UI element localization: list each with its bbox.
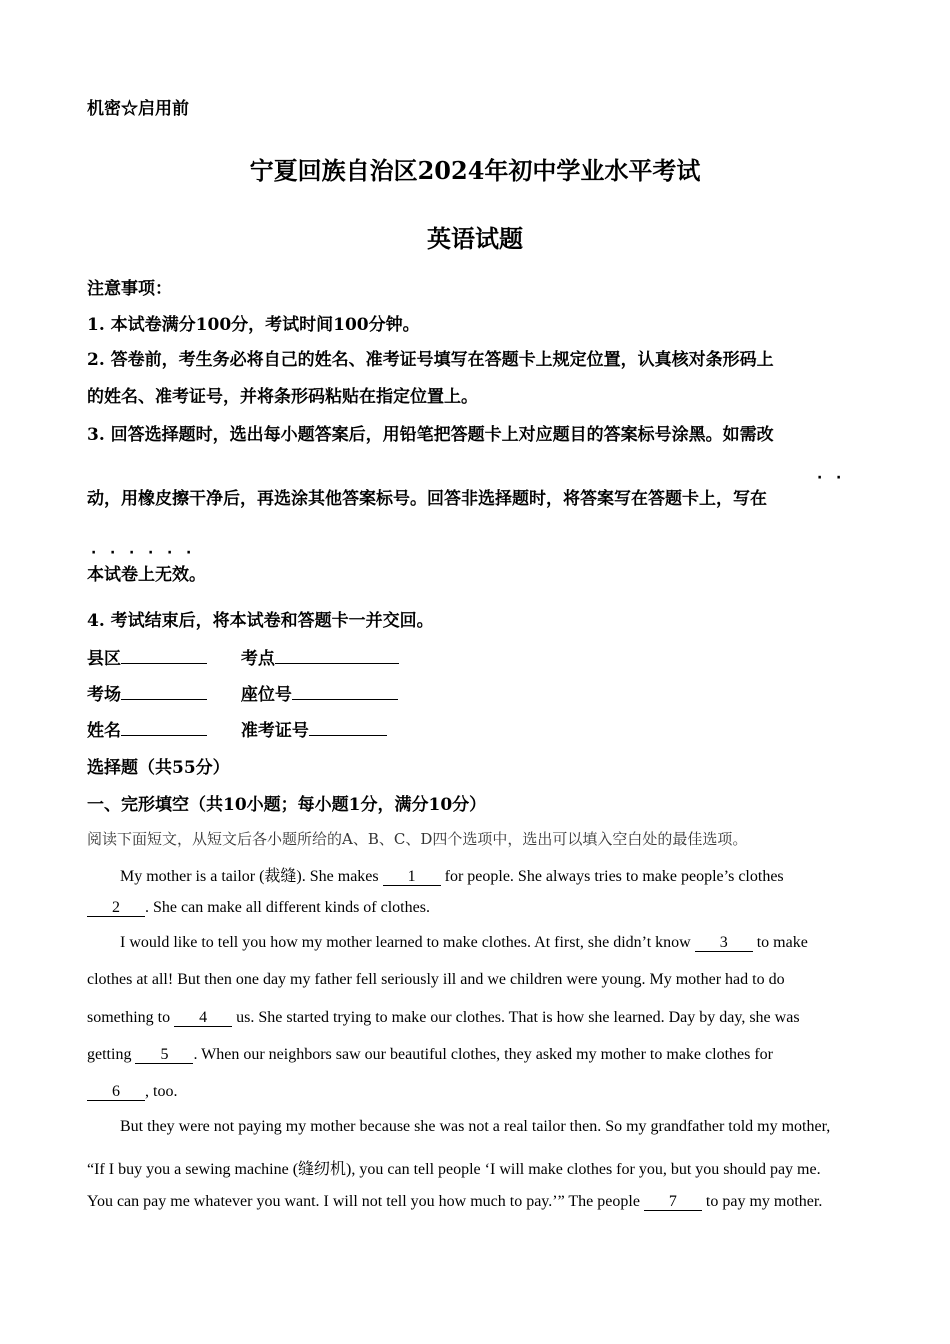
passage-text: us. She started trying to make our clothes. That is how she learned. Day by day, she was xyxy=(232,1009,800,1026)
field-row-3 xyxy=(87,716,387,741)
seat-label: 座位号 xyxy=(240,685,292,705)
name-blank[interactable] xyxy=(121,721,207,736)
passage-line xyxy=(120,934,808,952)
passage-text: to make xyxy=(752,934,808,951)
ticket-blank[interactable] xyxy=(309,721,387,736)
note-2-line-2: 的姓名、准考证号，并将条形码粘贴在指定位置上。 xyxy=(87,387,478,407)
ticket-label: 准考证号 xyxy=(240,721,309,741)
seat-blank[interactable] xyxy=(292,685,398,700)
passage-line: But they were not paying my mother because she was not a real tailor then. So my grandfather told my mother, xyxy=(120,1118,831,1135)
passage-text: I would like to tell you how my mother learned to make clothes. At first, she didn’t know xyxy=(120,934,695,951)
passage-line: “If I buy you a sewing machine (缝纫机), you can tell people ‘I will make clothes for you, but you should pay me. xyxy=(87,1161,821,1178)
note-3-line-1: 3. 回答选择题时，选出每小题答案后，用铅笔把答题卡上对应题目的答案标号涂黑。如需改 xyxy=(87,425,774,445)
passage-line xyxy=(87,1009,800,1027)
passage-text: getting xyxy=(87,1046,136,1063)
site-label: 考点 xyxy=(240,649,275,669)
passage-text: . She can make all different kinds of clothes. xyxy=(145,899,430,916)
exam-title: 宁夏回族自治区2024年初中学业水平考试 xyxy=(249,156,701,185)
subject-title: 英语试题 xyxy=(427,224,523,253)
passage-text: to pay my mother. xyxy=(701,1193,823,1210)
passage-line: clothes at all! But then one day my father fell seriously ill and we children were young. My mother had to do xyxy=(87,971,785,988)
field-row-1 xyxy=(87,644,399,669)
emphasis-dot: · xyxy=(129,545,135,561)
passage-text: for people. She always tries to make people’s clothes xyxy=(440,868,784,885)
note-3-line-2: 动，用橡皮擦干净后，再选涂其他答案标号。回答非选择题时，将答案写在答题卡上，写在 xyxy=(87,489,767,509)
blank-3[interactable]: 3 xyxy=(695,935,753,952)
site-blank[interactable] xyxy=(275,649,399,664)
note-1: 1. 本试卷满分100分，考试时间100分钟。 xyxy=(87,315,420,335)
blank-1[interactable]: 1 xyxy=(383,869,441,886)
passage-text: something to xyxy=(87,1009,175,1026)
county-blank[interactable] xyxy=(121,649,207,664)
blank-7[interactable]: 7 xyxy=(644,1194,702,1211)
emphasis-dot: · xyxy=(148,545,154,561)
passage-text: My mother is a tailor (裁缝). She makes xyxy=(120,868,383,885)
note-2-line-1: 2. 答卷前，考生务必将自己的姓名、准考证号填写在答题卡上规定位置，认真核对条形码上 xyxy=(87,350,774,370)
room-blank[interactable] xyxy=(121,685,207,700)
part-1-heading: 一、完形填空（共10小题；每小题1分，满分10分） xyxy=(87,795,487,815)
county-label: 县区 xyxy=(87,649,121,669)
blank-4[interactable]: 4 xyxy=(174,1010,232,1027)
passage-line xyxy=(87,1046,773,1064)
passage-line xyxy=(120,863,784,886)
emphasis-dot: · xyxy=(110,545,116,561)
passage-text: , too. xyxy=(145,1083,178,1100)
blank-6[interactable]: 6 xyxy=(87,1084,145,1101)
cloze-instruction: 阅读下面短文，从短文后各小题所给的A、B、C、D四个选项中，选出可以填入空白处的最佳选项。 xyxy=(87,830,748,848)
emphasis-dot: · xyxy=(167,545,173,561)
room-label: 考场 xyxy=(87,685,121,705)
name-label: 姓名 xyxy=(87,721,121,741)
note-4: 4. 考试结束后，将本试卷和答题卡一并交回。 xyxy=(87,611,434,631)
blank-2[interactable]: 2 xyxy=(87,900,145,917)
passage-line xyxy=(87,899,430,917)
passage-text: . When our neighbors saw our beautiful clothes, they asked my mother to make clothes for xyxy=(193,1046,773,1063)
note-3-line-3: 本试卷上无效。 xyxy=(87,565,206,585)
section-choice-heading: 选择题（共55分） xyxy=(87,758,230,778)
field-row-2 xyxy=(87,680,398,705)
emphasis-dot: · xyxy=(817,470,823,486)
notes-heading: 注意事项： xyxy=(87,279,172,299)
passage-line xyxy=(87,1193,822,1211)
confidential-label: 机密☆启用前 xyxy=(87,99,189,119)
passage-text: You can pay me whatever you want. I will not tell you how much to pay.’” The people xyxy=(87,1193,644,1210)
passage-line xyxy=(87,1083,177,1101)
blank-5[interactable]: 5 xyxy=(135,1047,193,1064)
emphasis-dot: · xyxy=(91,545,97,561)
emphasis-dot: · xyxy=(836,470,842,486)
emphasis-dot: · xyxy=(186,545,192,561)
